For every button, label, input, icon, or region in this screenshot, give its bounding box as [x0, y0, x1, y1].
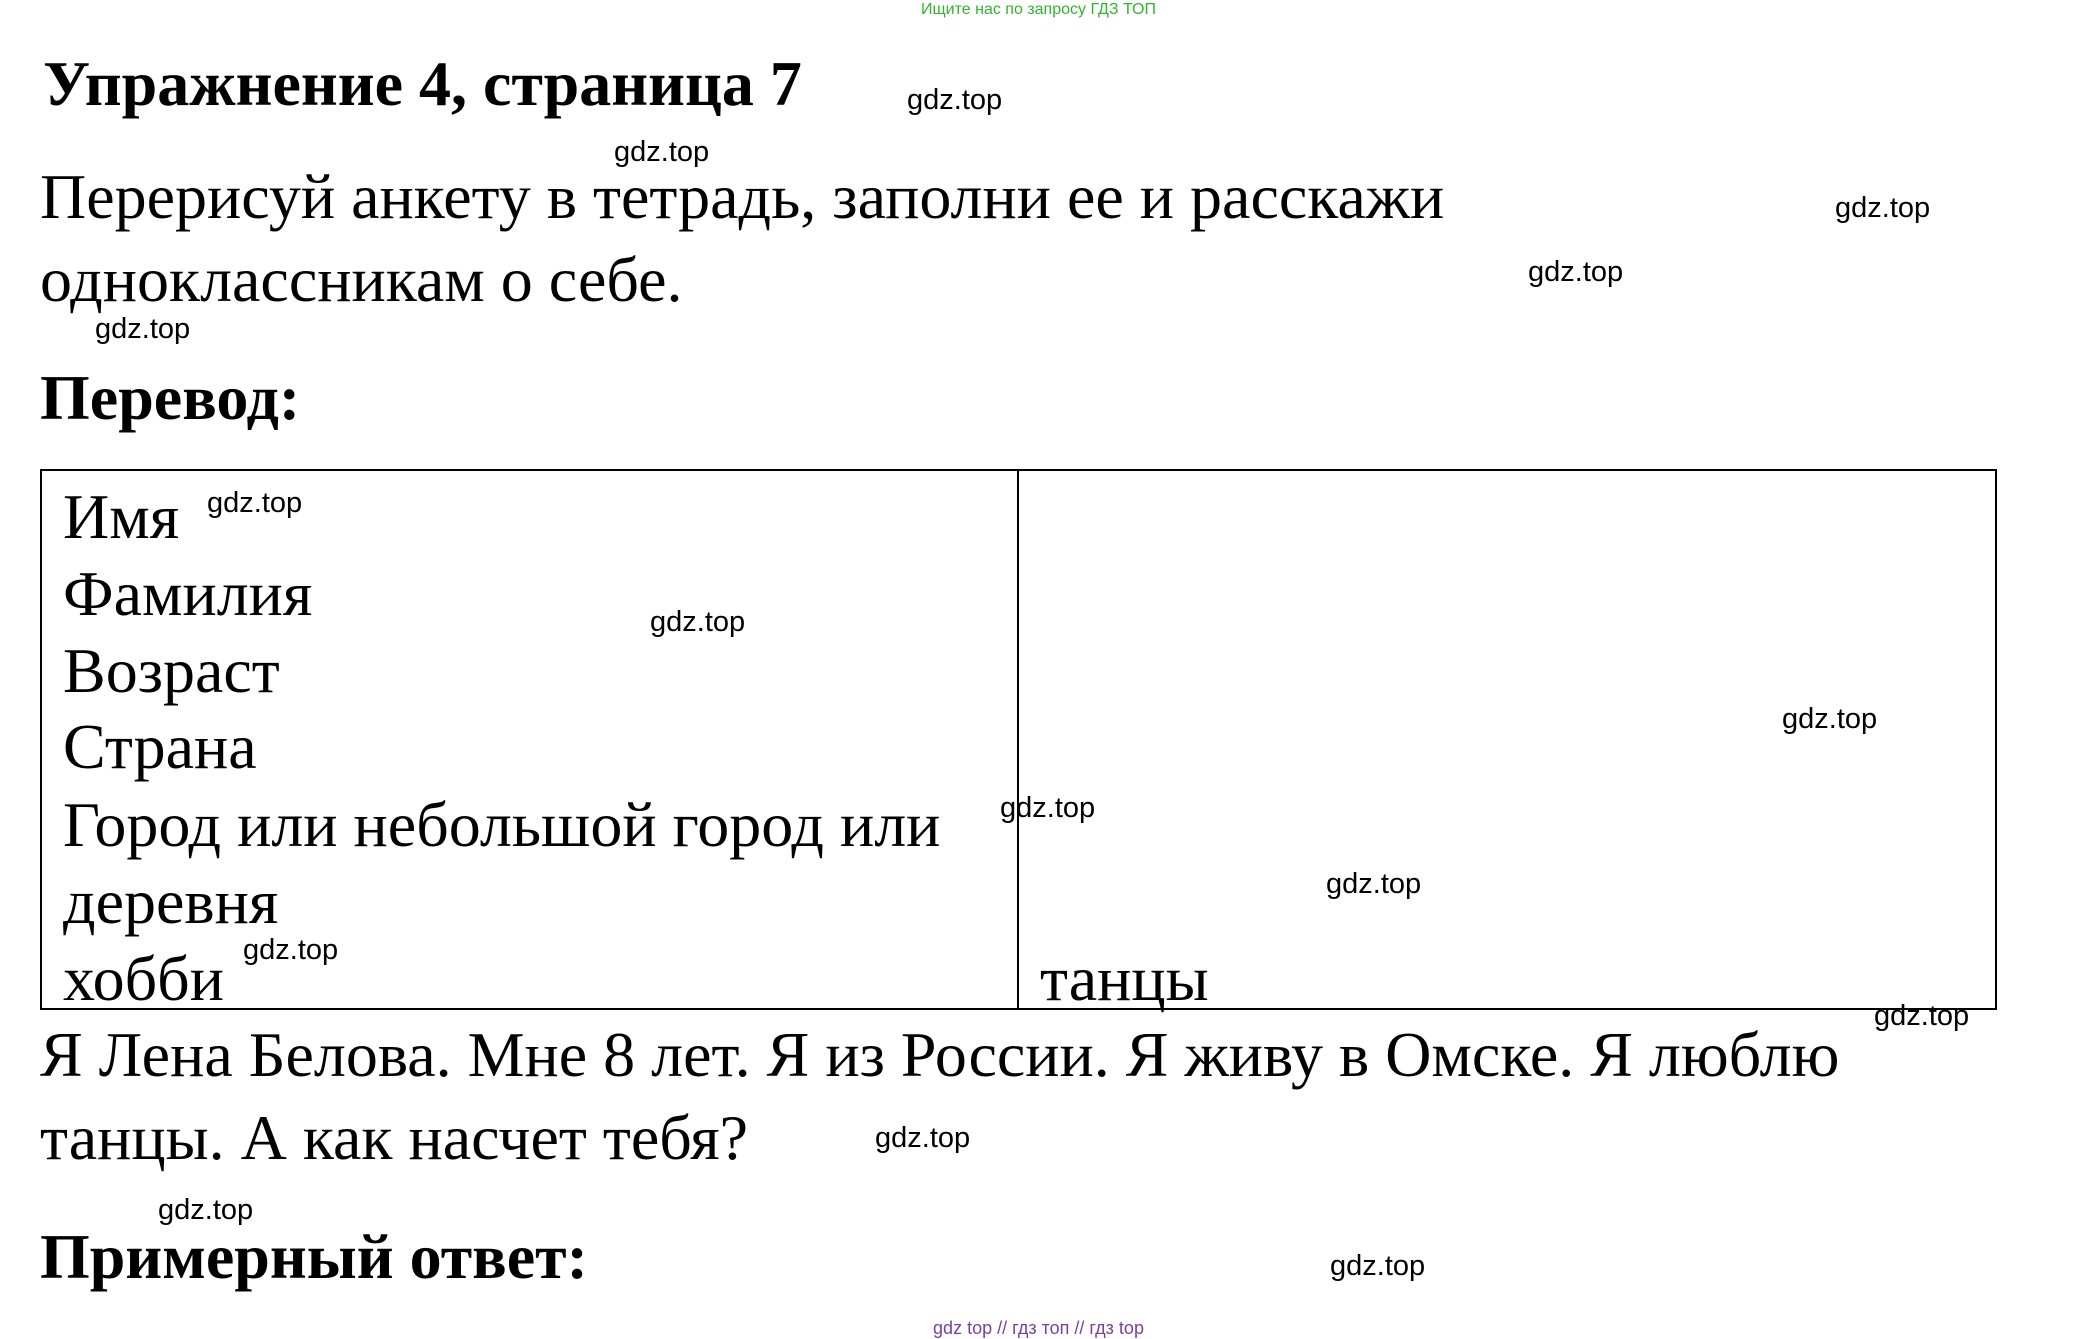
story-line-1: Я Лена Белова. Мне 8 лет. Я из России. Я живу в Омске. Я люблю — [40, 1019, 1840, 1090]
watermark: gdz.top — [95, 313, 191, 345]
field-hobby: хобби — [63, 943, 224, 1014]
watermark: gdz.top — [875, 1122, 971, 1154]
watermark: gdz.top — [1835, 192, 1931, 224]
answer-heading: Примерный ответ: — [40, 1221, 588, 1292]
story-line-2: танцы. А как насчет тебя? — [40, 1102, 749, 1173]
exercise-title: Упражнение 4, страница 7 — [43, 48, 802, 119]
translation-heading: Перевод: — [40, 362, 301, 433]
hobby-answer: танцы — [1040, 943, 1209, 1014]
watermark: gdz.top — [1000, 792, 1096, 824]
field-surname: Фамилия — [63, 558, 313, 629]
watermark: gdz.top — [1326, 868, 1422, 900]
watermark: gdz.top — [1528, 256, 1624, 288]
field-age: Возраст — [63, 635, 280, 706]
watermark: gdz.top — [207, 487, 303, 519]
task-text-line-2: одноклассникам о себе. — [40, 244, 683, 315]
watermark: gdz.top — [1874, 1000, 1970, 1032]
watermark: gdz.top — [1330, 1250, 1426, 1282]
field-village: деревня — [63, 866, 279, 937]
watermark: gdz.top — [614, 136, 710, 168]
field-name: Имя — [63, 481, 180, 552]
field-country: Страна — [63, 711, 257, 782]
field-city: Город или небольшой город или — [63, 789, 941, 860]
table-column-divider — [1017, 469, 1019, 1010]
watermark: gdz.top — [243, 934, 339, 966]
search-banner: Ищите нас по запросу ГДЗ ТОП — [921, 1, 1156, 18]
footer-links: gdz top // гдз топ // гдз top — [933, 1318, 1144, 1338]
watermark: gdz.top — [158, 1194, 254, 1226]
watermark: gdz.top — [907, 84, 1003, 116]
watermark: gdz.top — [1782, 703, 1878, 735]
task-text-line-1: Перерисуй анкету в тетрадь, заполни ее и расскажи — [40, 161, 1445, 232]
watermark: gdz.top — [650, 606, 746, 638]
